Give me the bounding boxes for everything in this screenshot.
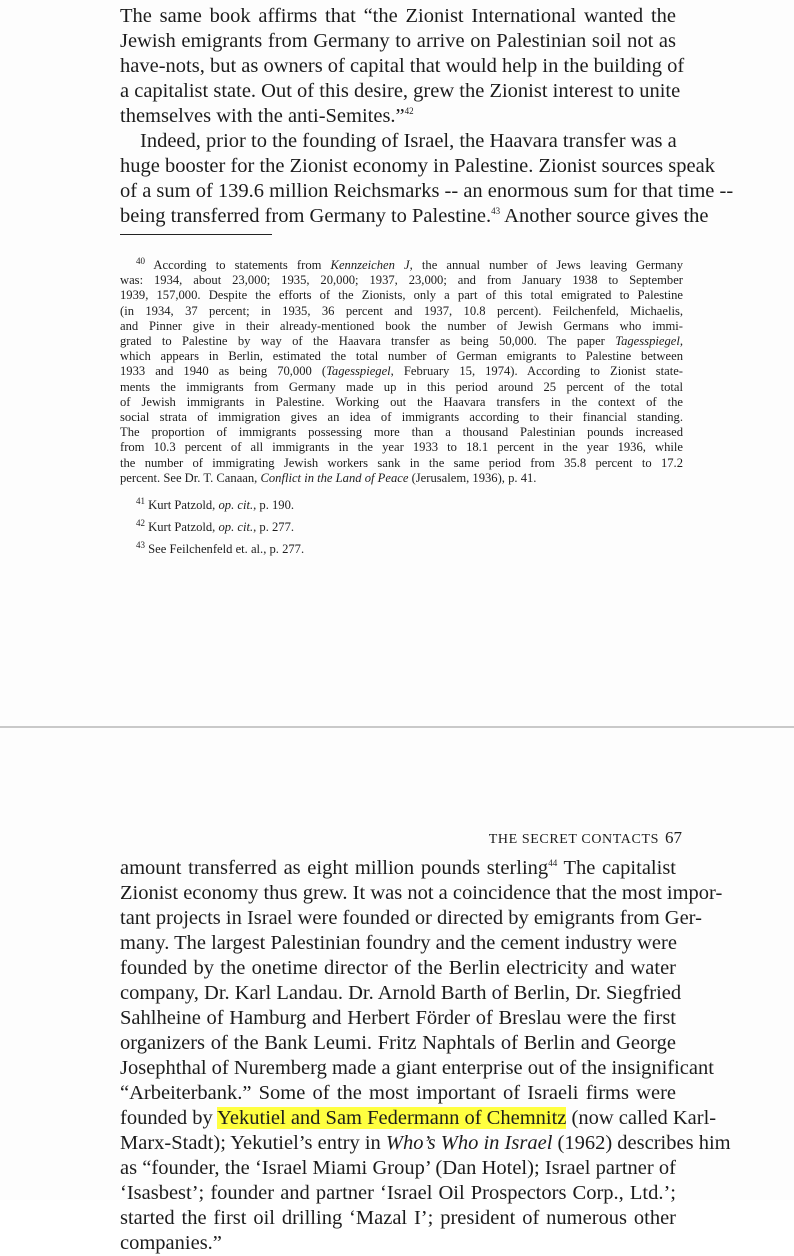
body-line: amount transferred as eight million pounds sterling$^{44}$ The capitalist (120, 857, 676, 879)
body-line: themselves with the anti-Semites.”$^{42}$ (120, 105, 414, 127)
body-line: Indeed, prior to the founding of Israel, the Haavara transfer was a (140, 130, 677, 152)
footnote-ref: 43 (491, 206, 501, 217)
body-line: being transferred from Germany to Palestine.$^{43}$ Another source gives the (120, 205, 709, 227)
footnote-40-line: 1939, 157,000. Despite the efforts of the Zionists, only a part of this total emigrated to Palestine (120, 288, 683, 303)
footnote-40-line: $^{40}$ According to statements from Kennzeichen J, the annual number of Jews leaving Germany (136, 255, 683, 272)
footnote-40-line: the number of immigrating Jewish workers sank in the same period from 35.8 percent to 17.2 (120, 455, 683, 470)
body-line: a capitalist state. Out of this desire, grew the Zionist interest to unite (120, 80, 681, 102)
running-head: THE SECRET CONTACTS 67 (488, 828, 682, 847)
body-line: have-nots, but as owners of capital that would help in the building of (120, 55, 685, 77)
body-line: ‘Isasbest’; founder and partner ‘Israel Oil Prospectors Corp., Ltd.’; (120, 1182, 676, 1204)
footnote-40-line: was: 1934, about 23,000; 1935, 20,000; 1937, 23,000; and from January 1938 to September (120, 273, 683, 288)
footnote-40-line: percent. See Dr. T. Canaan, Conflict in the Land of Peace (Jerusalem, 1936), p. 41. (120, 470, 537, 485)
footnote-43: $^{43}$ See Feilchenfeld et. al., p. 277. (136, 539, 305, 556)
body-line: organizers of the Bank Leumi. Fritz Naphtals of Berlin and George (120, 1032, 676, 1054)
footnote-40-line: which appears in Berlin, estimated the total number of German emigrants to Palestine between (120, 349, 683, 364)
body-line: “Arbeiterbank.” Some of the most important of Israeli firms were (120, 1082, 676, 1104)
body-line: tant projects in Israel were founded or directed by emigrants from Ger- (120, 907, 702, 929)
footnote-40-line: from 10.3 percent of all immigrants in the year 1933 to 18.1 percent in the year 1936, while (120, 440, 683, 455)
footnote-40-line: (in 1934, 37 percent; in 1935, 36 percent and 1937, 10.8 percent). Feilchenfeld, Michaelis, (120, 303, 683, 318)
body-line: as “founder, the ‘Israel Miami Group’ (Dan Hotel); Israel partner of (120, 1157, 676, 1179)
footnote-40-line: ments the immigrants from Germany made up in this period around 25 percent of the total (120, 379, 683, 394)
body-line: founded by the onetime director of the Berlin electricity and water (120, 957, 676, 979)
body-line: founded by Yekutiel and Sam Federmann of Chemnitz (now called Karl- (120, 1107, 717, 1129)
footnote-40-line: grated to Palestine by way of the Haavara transfer as being 50,000. The paper Tagesspiegel, (120, 334, 683, 348)
page-number: 67 (665, 828, 682, 847)
body-line: many. The largest Palestinian foundry and the cement industry were (120, 932, 677, 954)
footnote-40-line: of Jewish immigrants in Palestine. Working out the Haavara transfers in the context of the (120, 394, 683, 409)
footnote-separator (120, 234, 272, 235)
body-line: huge booster for the Zionist economy in Palestine. Zionist sources speak (120, 155, 715, 177)
footnote-ref: 42 (404, 106, 414, 117)
body-line: companies.” (120, 1232, 222, 1254)
body-line: Josephthal of Nuremberg made a giant enterprise out of the insignificant (120, 1057, 714, 1079)
footnote-40-line: social strata of immigration gives an idea of immigrants according to their financial standing. (120, 410, 683, 424)
footnote-42: $^{42}$ Kurt Patzold, op. cit., p. 277. (136, 517, 295, 534)
footnote-40-line: 1933 and 1940 as being 70,000 (Tagesspiegel, February 15, 1974). According to Zionist state- (120, 364, 683, 379)
body-line: company, Dr. Karl Landau. Dr. Arnold Barth of Berlin, Dr. Siegfried (120, 982, 682, 1004)
body-line: Zionist economy thus grew. It was not a coincidence that the most impor- (120, 882, 723, 904)
footnote-40-line: The proportion of immigrants possessing more than a thousand Palestinian pounds increased (120, 425, 683, 440)
body-line: of a sum of 139.6 million Reichsmarks -- an enormous sum for that time -- (120, 180, 734, 202)
footnote-40-line: and Pinner give in their already-mentioned book the number of Jewish Germans who immi- (120, 318, 683, 333)
body-line: Sahlheine of Hamburg and Herbert Förder of Breslau were the first (120, 1007, 676, 1029)
body-line: started the first oil drilling ‘Mazal I’; president of numerous other (120, 1207, 676, 1229)
body-line: The same book affirms that “the Zionist International wanted the (120, 5, 676, 27)
body-line: Marx-Stadt); Yekutiel’s entry in Who’s Who in Israel (1962) describes him (120, 1132, 731, 1154)
body-line: Jewish emigrants from Germany to arrive on Palestinian soil not as (120, 30, 676, 52)
highlighted-text: Yekutiel and Sam Federmann of Chemnitz (217, 1107, 567, 1129)
footnote-41: $^{41}$ Kurt Patzold, op. cit., p. 190. (136, 495, 295, 512)
footnote-ref: 44 (548, 858, 558, 869)
